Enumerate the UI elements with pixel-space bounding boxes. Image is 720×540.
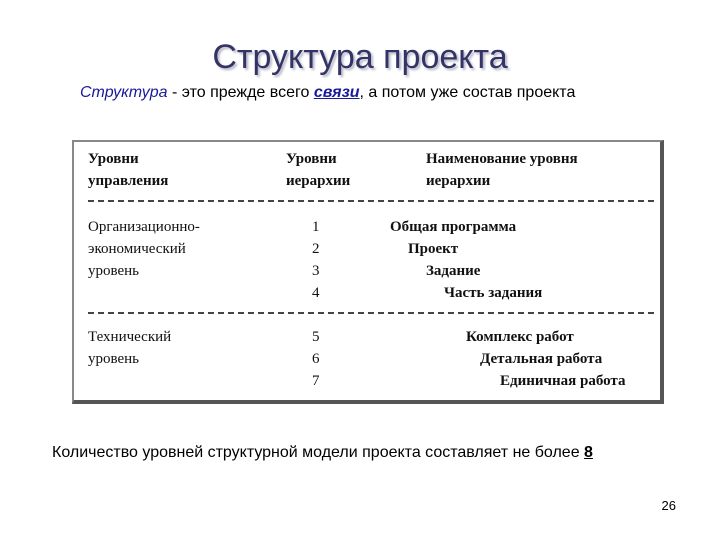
level-number: 3 — [312, 263, 320, 279]
level-number: 5 — [312, 329, 320, 345]
level-name: Комплекс работ — [466, 329, 574, 345]
subtitle-text-part1: - это прежде всего — [167, 84, 314, 101]
level-number: 1 — [312, 219, 320, 235]
level-number: 6 — [312, 351, 320, 367]
level-name: Детальная работа — [480, 351, 603, 367]
subtitle-term: Структура — [80, 84, 168, 101]
hierarchy-table — [72, 140, 664, 404]
dashed-divider — [88, 200, 654, 202]
header-col1-line2: управления — [88, 173, 169, 189]
header-col1-line1: Уровни — [88, 151, 139, 167]
level-name: Проект — [408, 241, 459, 257]
max-levels-number: 8 — [584, 444, 593, 461]
level-name: Единичная работа — [500, 373, 626, 389]
group2-label-line1: Технический — [88, 329, 172, 345]
subtitle-link-word: связи — [313, 84, 360, 101]
group1-label-line3: уровень — [88, 263, 140, 279]
header-col2-line1: Уровни — [286, 151, 337, 167]
group1-label-line1: Организационно- — [88, 219, 200, 235]
level-number: 7 — [312, 373, 320, 389]
level-name: Задание — [426, 263, 481, 279]
level-number: 4 — [312, 285, 320, 301]
slide-title: Структура проекта — [212, 38, 508, 76]
bottom-statement — [52, 444, 692, 462]
slide-subtitle — [80, 84, 680, 102]
group1-label-line2: экономический — [88, 241, 186, 257]
dashed-divider — [88, 312, 654, 314]
subtitle-text-part2: , а потом уже состав проекта — [359, 84, 576, 101]
level-name: Общая программа — [390, 219, 517, 235]
header-col3-line1: Наименование уровня — [426, 151, 578, 167]
header-col3-line2: иерархии — [426, 173, 491, 189]
level-number: 2 — [312, 241, 320, 257]
level-name: Часть задания — [444, 285, 543, 301]
bottom-statement-text: Количество уровней структурной модели проекта составляет не более — [52, 444, 585, 461]
group2-label-line2: уровень — [88, 351, 140, 367]
page-number: 26 — [661, 498, 676, 513]
header-col2-line2: иерархии — [286, 173, 351, 189]
